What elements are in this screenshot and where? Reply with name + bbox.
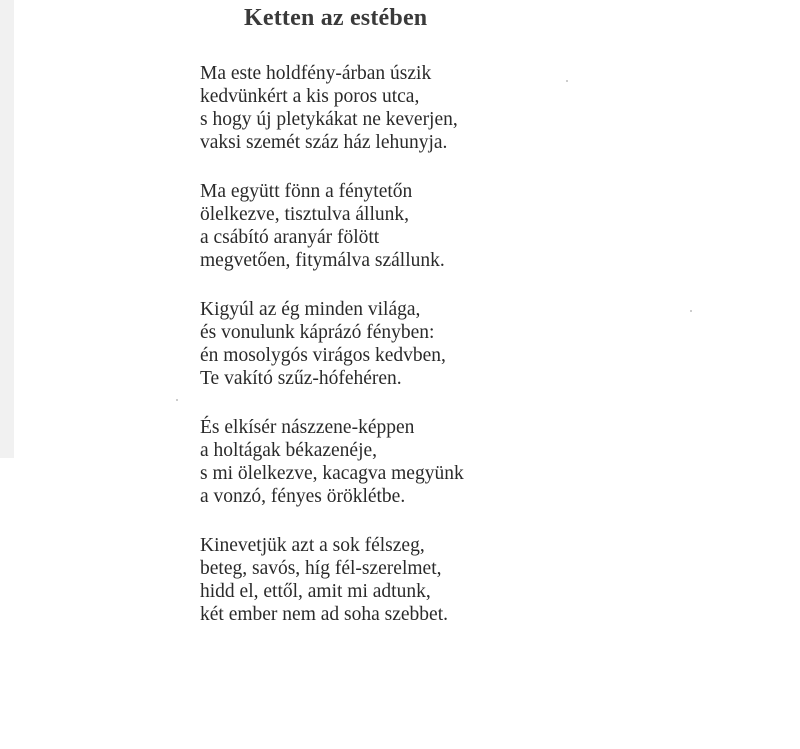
poem-title: Ketten az estében xyxy=(244,5,428,31)
stanza-1 xyxy=(200,62,620,154)
poem-line: a holtágak békazenéje, xyxy=(200,440,378,461)
poem-line: kedvünkért a kis poros utca, xyxy=(200,86,420,107)
poem-line: Kinevetjük azt a sok félszeg, xyxy=(200,535,425,556)
poem-line: két ember nem ad soha szebbet. xyxy=(200,604,448,625)
scan-speck xyxy=(690,310,692,312)
poem-line: a csábító aranyár fölött xyxy=(200,227,380,248)
scan-speck xyxy=(566,80,568,82)
poem-line: és vonulunk káprázó fényben: xyxy=(200,322,435,343)
poem-line: vaksi szemét száz ház lehunyja. xyxy=(200,132,448,153)
poem-line: hidd el, ettől, amit mi adtunk, xyxy=(200,581,431,602)
poem-body xyxy=(200,62,620,652)
stanza-4 xyxy=(200,416,620,508)
poem-line: Ma este holdfény-árban úszik xyxy=(200,63,432,84)
poem-line: Te vakító szűz-hófehéren. xyxy=(200,368,402,389)
poem-line: én mosolygós virágos kedvben, xyxy=(200,345,446,366)
poem-line: s hogy új pletykákat ne keverjen, xyxy=(200,109,458,130)
poem-line: beteg, savós, híg fél-szerelmet, xyxy=(200,558,442,579)
scan-edge-shade xyxy=(0,0,14,458)
poem-line: És elkísér nászzene-képpen xyxy=(200,417,415,438)
poem-line: ölelkezve, tisztulva állunk, xyxy=(200,204,410,225)
poem-line: megvetően, fitymálva szállunk. xyxy=(200,250,445,271)
stanza-2 xyxy=(200,180,620,272)
poem-line: s mi ölelkezve, kacagva megyünk xyxy=(200,463,464,484)
scan-speck xyxy=(176,399,178,401)
stanza-5 xyxy=(200,534,620,626)
poem-line: a vonzó, fényes öröklétbe. xyxy=(200,486,406,507)
stanza-3 xyxy=(200,298,620,390)
poem-line: Kigyúl az ég minden világa, xyxy=(200,299,421,320)
poem-line: Ma együtt fönn a fénytetőn xyxy=(200,181,413,202)
